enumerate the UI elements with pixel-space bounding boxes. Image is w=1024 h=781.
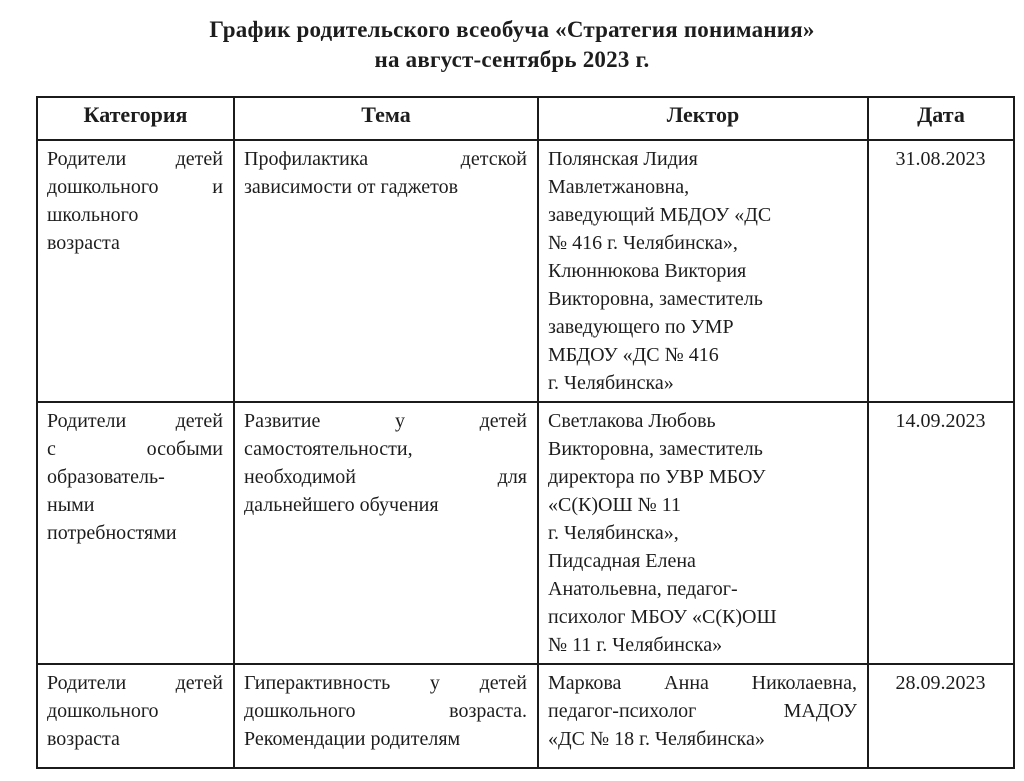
cell-date-2: 14.09.2023: [868, 402, 1014, 664]
cell-date-3: 28.09.2023: [868, 664, 1014, 768]
cell-category-2: Родители детей с особыми образователь- ными потребностями: [37, 402, 234, 664]
document-title-line2: на август-сентябрь 2023 г.: [374, 47, 650, 72]
table-row-2: [37, 402, 1014, 664]
cell-lecturer-3: Маркова Анна Николаевна, педагог-психолог МАДОУ «ДС № 18 г. Челябинска»: [538, 664, 868, 768]
header-date: Дата: [868, 97, 1014, 140]
cell-topic-1: Профилактика детской зависимости от гаджетов: [234, 140, 538, 402]
document-title-line1: График родительского всеобуча «Стратегия понимания»: [209, 17, 815, 42]
header-topic: Тема: [234, 97, 538, 140]
table-row-1: [37, 140, 1014, 402]
table-row-3: [37, 664, 1014, 768]
cell-category-3: Родители детей дошкольного возраста: [37, 664, 234, 768]
header-lecturer: Лектор: [538, 97, 868, 140]
cell-category-1: Родители детей дошкольного и школьного возраста: [37, 140, 234, 402]
document-title: [0, 0, 1024, 75]
cell-lecturer-2: Светлакова Любовь Викторовна, заместитель директора по УВР МБОУ «С(К)ОШ № 11 г. Челябинска», Пидсадная Елена Анатольевна, педагог- психолог МБОУ «С(К)ОШ № 11 г. Челябинска»: [538, 402, 868, 664]
cell-topic-2: Развитие у детей самостоятельности, необходимой для дальнейшего обучения: [234, 402, 538, 664]
schedule-table: [36, 96, 1015, 769]
table-header-row: [37, 97, 1014, 140]
cell-topic-3: Гиперактивность у детей дошкольного возраста. Рекомендации родителям: [234, 664, 538, 768]
cell-lecturer-1: Полянская Лидия Мавлетжановна, заведующий МБДОУ «ДС № 416 г. Челябинска», Клюннюкова Виктория Викторовна, заместитель заведующего по УМР МБДОУ «ДС № 416 г. Челябинска»: [538, 140, 868, 402]
cell-date-1: 31.08.2023: [868, 140, 1014, 402]
header-category: Категория: [37, 97, 234, 140]
